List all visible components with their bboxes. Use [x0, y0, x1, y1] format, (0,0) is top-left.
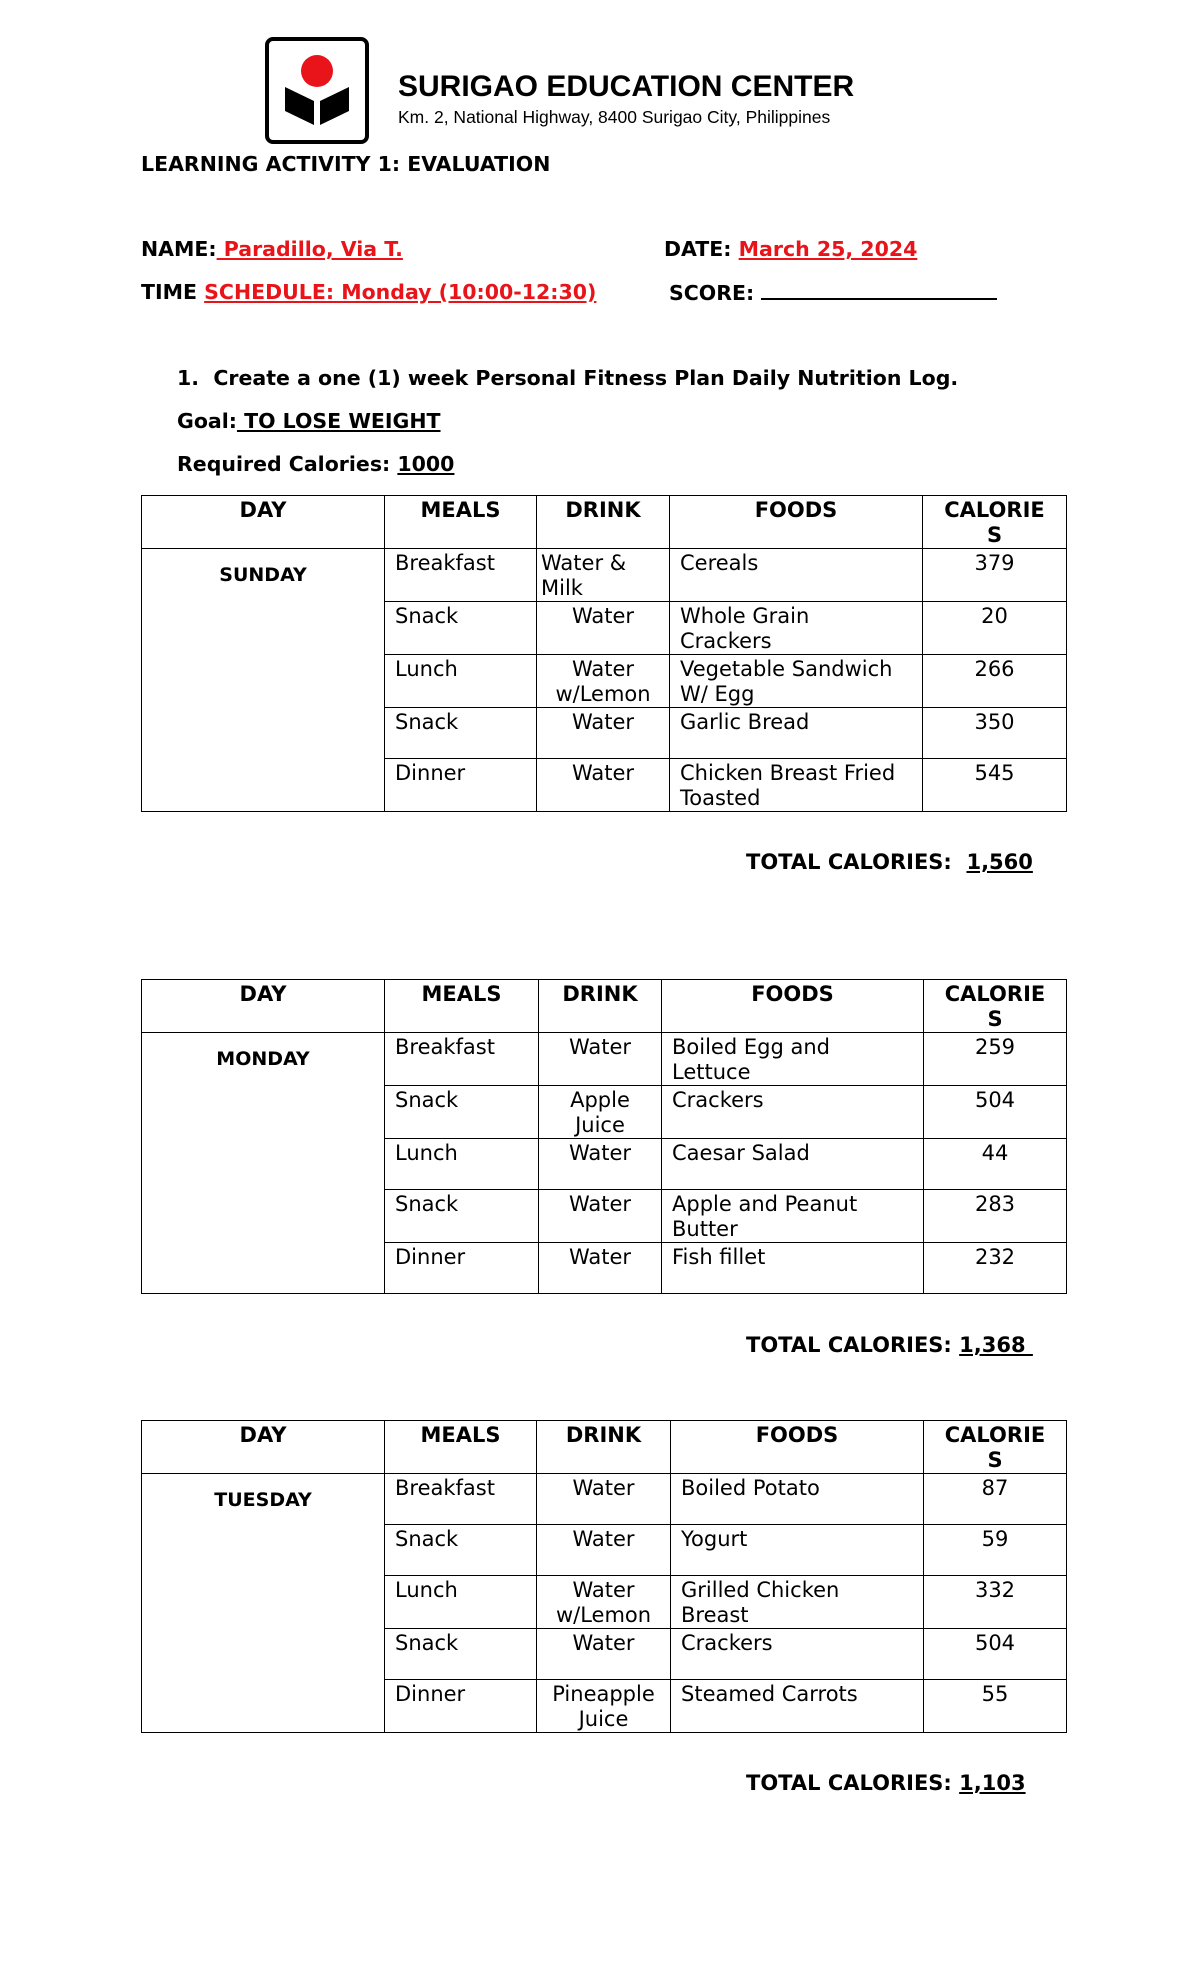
score-blank: [761, 280, 997, 300]
total-label: TOTAL CALORIES:: [746, 850, 952, 874]
total-label: TOTAL CALORIES:: [746, 1771, 952, 1795]
drink-cell: Water: [537, 1474, 671, 1525]
header-calories: CALORIE S: [923, 496, 1067, 549]
drink-cell: Water: [539, 1139, 662, 1190]
logo-book-right: [320, 87, 349, 125]
drink-cell: Water: [539, 1243, 662, 1294]
meal-cell: Dinner: [385, 1243, 539, 1294]
calories-cell: 59: [924, 1525, 1067, 1576]
header-drink: DRINK: [537, 496, 670, 549]
meal-cell: Lunch: [385, 655, 537, 708]
meal-cell: Breakfast: [385, 549, 537, 602]
meal-cell: Snack: [385, 1190, 539, 1243]
nutrition-log-table-monday: [141, 979, 1067, 1294]
meal-cell: Breakfast: [385, 1033, 539, 1086]
food-cell: Fish fillet: [662, 1243, 924, 1294]
header-calories: CALORIE S: [924, 980, 1067, 1033]
table-header-row: [142, 496, 1067, 549]
task-instruction: [177, 366, 958, 390]
drink-cell: Apple Juice: [539, 1086, 662, 1139]
total-calories-monday: [746, 1333, 1033, 1358]
food-cell: Garlic Bread: [670, 708, 923, 759]
calories-cell: 232: [924, 1243, 1067, 1294]
total-value: 1,103: [959, 1771, 1026, 1795]
meal-cell: Lunch: [385, 1139, 539, 1190]
food-cell: Boiled Potato: [671, 1474, 924, 1525]
meal-cell: Snack: [385, 708, 537, 759]
meal-cell: Snack: [385, 1629, 537, 1680]
time-label: TIME: [141, 280, 205, 304]
drink-cell: Water: [537, 1525, 671, 1576]
score-line: [669, 280, 997, 305]
food-cell: Whole Grain Crackers: [670, 602, 923, 655]
nutrition-log-table-sunday: [141, 495, 1067, 812]
meal-cell: Breakfast: [385, 1474, 537, 1525]
activity-title: LEARNING ACTIVITY 1: EVALUATION: [141, 152, 551, 176]
header-meals: MEALS: [385, 980, 539, 1033]
day-cell: SUNDAY: [142, 549, 385, 812]
calories-cell: 504: [924, 1629, 1067, 1680]
meal-cell: Snack: [385, 602, 537, 655]
time-value: SCHEDULE: Monday (10:00-12:30): [204, 280, 597, 304]
food-cell: Crackers: [662, 1086, 924, 1139]
nutrition-log-table-tuesday: [141, 1420, 1067, 1733]
day-cell: TUESDAY: [142, 1474, 385, 1733]
calories-cell: 55: [924, 1680, 1067, 1733]
header-day: DAY: [142, 980, 385, 1033]
header-foods: FOODS: [671, 1421, 924, 1474]
date-label: DATE:: [664, 237, 732, 261]
date-value: March 25, 2024: [738, 237, 918, 261]
header-foods: FOODS: [670, 496, 923, 549]
calories-cell: 266: [923, 655, 1067, 708]
table-row: [142, 1033, 1067, 1086]
meal-cell: Dinner: [385, 759, 537, 812]
task-text: Create a one (1) week Personal Fitness Plan Daily Nutrition Log.: [213, 366, 959, 390]
org-name: SURIGAO EDUCATION CENTER: [398, 70, 855, 103]
header-day: DAY: [142, 496, 385, 549]
header-meals: MEALS: [385, 1421, 537, 1474]
calories-cell: 283: [924, 1190, 1067, 1243]
name-label: NAME:: [141, 237, 217, 261]
drink-cell: Water w/Lemon: [537, 1576, 671, 1629]
day-cell: MONDAY: [142, 1033, 385, 1294]
food-cell: Chicken Breast Fried Toasted: [670, 759, 923, 812]
meal-cell: Snack: [385, 1525, 537, 1576]
org-address: Km. 2, National Highway, 8400 Surigao City, Philippines: [398, 107, 831, 127]
drink-cell: Water & Milk: [537, 549, 670, 602]
score-label: SCORE:: [669, 281, 755, 305]
total-value: 1,368: [959, 1333, 1033, 1357]
header-drink: DRINK: [537, 1421, 671, 1474]
total-calories-tuesday: [746, 1771, 1026, 1796]
calories-cell: 87: [924, 1474, 1067, 1525]
total-calories-sunday: [746, 850, 1033, 875]
drink-cell: Water: [537, 708, 670, 759]
task-number: 1.: [177, 366, 200, 390]
food-cell: Steamed Carrots: [671, 1680, 924, 1733]
food-cell: Yogurt: [671, 1525, 924, 1576]
goal-value: TO LOSE WEIGHT: [236, 409, 441, 433]
meal-cell: Snack: [385, 1086, 539, 1139]
goal-line: [177, 409, 441, 433]
food-cell: Boiled Egg and Lettuce: [662, 1033, 924, 1086]
food-cell: Apple and Peanut Butter: [662, 1190, 924, 1243]
food-cell: Crackers: [671, 1629, 924, 1680]
table-header-row: [142, 1421, 1067, 1474]
drink-cell: Water: [537, 602, 670, 655]
calories-cell: 44: [924, 1139, 1067, 1190]
date-line: [664, 237, 917, 261]
header-foods: FOODS: [662, 980, 924, 1033]
goal-label: Goal:: [177, 409, 237, 433]
meal-cell: Lunch: [385, 1576, 537, 1629]
school-logo: [265, 37, 369, 144]
header-drink: DRINK: [539, 980, 662, 1033]
food-cell: Cereals: [670, 549, 923, 602]
drink-cell: Water w/Lemon: [537, 655, 670, 708]
calories-cell: 332: [924, 1576, 1067, 1629]
total-label: TOTAL CALORIES:: [746, 1333, 952, 1357]
calories-cell: 379: [923, 549, 1067, 602]
drink-cell: Water: [539, 1190, 662, 1243]
meal-cell: Dinner: [385, 1680, 537, 1733]
logo-red-circle: [301, 55, 333, 87]
drink-cell: Water: [537, 759, 670, 812]
required-calories-line: [177, 452, 454, 476]
name-value: Paradillo, Via T.: [216, 237, 403, 261]
required-value: 1000: [397, 452, 455, 476]
required-label: Required Calories:: [177, 452, 398, 476]
table-row: [142, 1474, 1067, 1525]
name-line: [141, 237, 403, 261]
time-line: [141, 280, 596, 304]
total-value: 1,560: [966, 850, 1033, 874]
drink-cell: Water: [539, 1033, 662, 1086]
food-cell: Caesar Salad: [662, 1139, 924, 1190]
table-row: [142, 549, 1067, 602]
calories-cell: 259: [924, 1033, 1067, 1086]
table-header-row: [142, 980, 1067, 1033]
calories-cell: 350: [923, 708, 1067, 759]
calories-cell: 545: [923, 759, 1067, 812]
calories-cell: 20: [923, 602, 1067, 655]
food-cell: Vegetable Sandwich W/ Egg: [670, 655, 923, 708]
drink-cell: Water: [537, 1629, 671, 1680]
header-day: DAY: [142, 1421, 385, 1474]
drink-cell: Pineapple Juice: [537, 1680, 671, 1733]
logo-book-left: [285, 87, 314, 125]
calories-cell: 504: [924, 1086, 1067, 1139]
header-calories: CALORIE S: [924, 1421, 1067, 1474]
food-cell: Grilled Chicken Breast: [671, 1576, 924, 1629]
header-meals: MEALS: [385, 496, 537, 549]
